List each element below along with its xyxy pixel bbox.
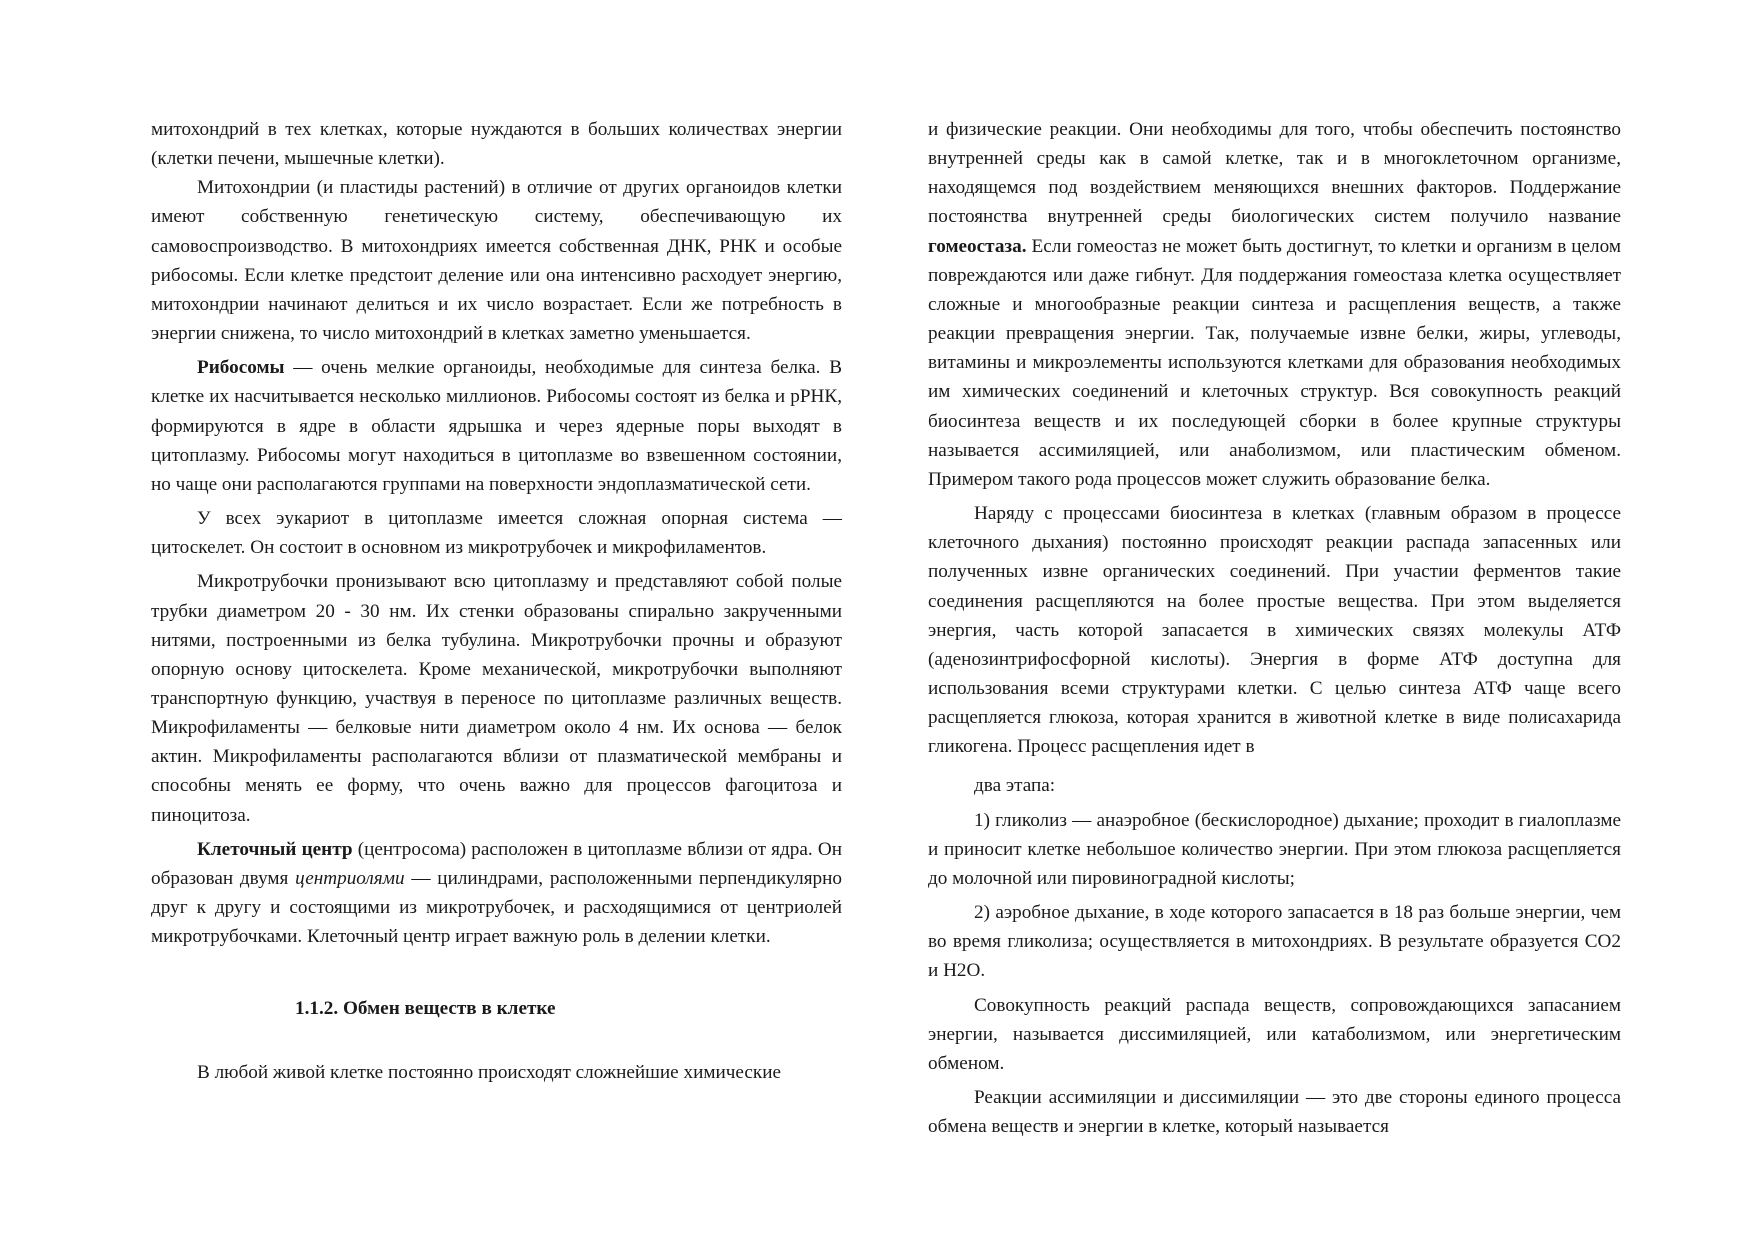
paragraph bbox=[151, 835, 842, 952]
paragraph: У всех эукариот в цитоплазме имеется сложная опорная система — цитоскелет. Он состоит в основном из микротрубочек и микрофиламентов. bbox=[151, 508, 842, 559]
paragraph: В любой живой клетке постоянно происходят сложнейшие химические bbox=[197, 1061, 782, 1083]
paragraph-text: — очень мелкие органоиды, необходимые для синтеза белка. В клетке их насчитывается несколько миллионов. Рибосомы состоят из белка и рРНК, формируются в ядре в области ядрышка и через ядерные поры выходят в цитоплазму. Рибосомы могут находиться в цитоплазме во взвешенном состоянии, но чаще они располагаются группами на поверхности эндоплазматической сети. bbox=[151, 357, 842, 495]
section-heading: 1.1.2. Обмен веществ в клетке bbox=[295, 998, 556, 1020]
italic-term: центриолями bbox=[295, 867, 405, 889]
paragraph bbox=[928, 115, 1621, 494]
paragraph-text: — цилиндрами, расположенными перпендикулярно друг к другу и состоящими из микротрубочек, и расходящимися от центриолей микротрубочками. Клеточный центр играет важную роль в делении клетки. bbox=[151, 867, 842, 948]
paragraph: митохондрий в тех клетках, которые нуждаются в больших количествах энергии (клетки печени, мышечные клетки). bbox=[151, 119, 842, 170]
paragraph-text: (центросома) расположен в цитоплазме вблизи от ядра. Он образован двумя bbox=[151, 838, 842, 889]
paragraph: Реакции ассимиляции и диссимиляции — это две стороны единого процесса обмена веществ и энергии в клетке, который называется bbox=[928, 1087, 1621, 1138]
term: гомеостаза. bbox=[928, 235, 1027, 257]
right-column bbox=[928, 115, 1621, 1141]
list-item: 2) аэробное дыхание, в ходе которого запасается в 18 раз больше энергии, чем во время гликолиза; осуществляется в митохондриях. В результате образуется CO2 и H2O. bbox=[928, 902, 1621, 982]
paragraph: Совокупность реакций распада веществ, сопровождающихся запасанием энергии, называется диссимиляцией, или катаболизмом, или энергетическим обменом. bbox=[928, 994, 1621, 1074]
paragraph-text: и физические реакции. Они необходимы для того, чтобы обеспечить постоянство внутренней среды как в самой клетке, так и в многоклеточном организме, находящемся под воздействием меняющихся внешних факторов. Поддержание постоянства внутренней среды биологических систем получило название bbox=[928, 119, 1621, 228]
paragraph: Митохондрии (и пластиды растений) в отличие от других органоидов клетки имеют собственную генетическую систему, обеспечивающую их самовоспроизводство. В митохондриях имеется собственная ДНК, РНК и особые рибосомы. Если клетке предстоит деление или она интенсивно расходует энергию, митохондрии начинают делиться и их число возрастает. Если же потребность в энергии снижена, то число митохондрий в клетках заметно уменьшается. bbox=[151, 177, 842, 345]
paragraph bbox=[151, 353, 842, 499]
paragraph: Наряду с процессами биосинтеза в клетках (главным образом в процессе клеточного дыхания) постоянно происходят реакции распада запасенных или полученных извне органических соединений. При участии ферментов такие соединения расщепляются на более простые вещества. При этом выделяется энергия, часть которой запасается в химических связях молекулы АТФ (аденозинтрифосфорной кислоты). Энергия в форме АТФ доступна для использования всеми структурами клетки. С целью синтеза АТФ чаще всего расщепляется глюкоза, которая хранится в животной клетке в виде полисахарида гликогена. Процесс расщепления идет в bbox=[928, 503, 1621, 758]
paragraph-text: Если гомеостаз не может быть достигнут, то клетки и организм в целом повреждаются или даже гибнут. Для поддержания гомеостаза клетка осуществляет сложные и многообразные реакции синтеза и расщепления веществ, а также реакции превращения энергии. Так, получаемые извне белки, жиры, углеводы, витамины и микроэлементы используются клетками для образования необходимых им химических соединений и клеточных структур. Вся совокупность реакций биосинтеза веществ и их последующей сборки в более крупные структуры называется ассимиляцией, или анаболизмом, или пластическим обменом. Примером такого рода процессов может служить образование белка. bbox=[928, 235, 1621, 490]
left-column bbox=[151, 115, 842, 1087]
list-item: 1) гликолиз — анаэробное (бескислородное) дыхание; проходит в гиалоплазме и приносит клетке небольшое количество энергии. При этом глюкоза расщепляется до молочной или пировиноградной кислоты; bbox=[928, 809, 1621, 889]
paragraph: два этапа: bbox=[974, 775, 1056, 797]
term: Рибосомы bbox=[197, 357, 285, 379]
paragraph: Микротрубочки пронизывают всю цитоплазму и представляют собой полые трубки диаметром 20 - 30 нм. Их стенки образованы спирально закрученными нитями, построенными из белка тубулина. Микротрубочки прочны и образуют опорную основу цитоскелета. Кроме механической, микротрубочки выполняют транспортную функцию, участвуя в переносе по цитоплазме различных веществ. Микрофиламенты — белковые нити диаметром около 4 нм. Их основа — белок актин. Микрофиламенты располагаются вблизи от плазматической мембраны и способны менять ее форму, что очень важно для процессов фагоцитоза и пиноцитоза. bbox=[151, 571, 842, 826]
term: Клеточный центр bbox=[197, 838, 353, 860]
